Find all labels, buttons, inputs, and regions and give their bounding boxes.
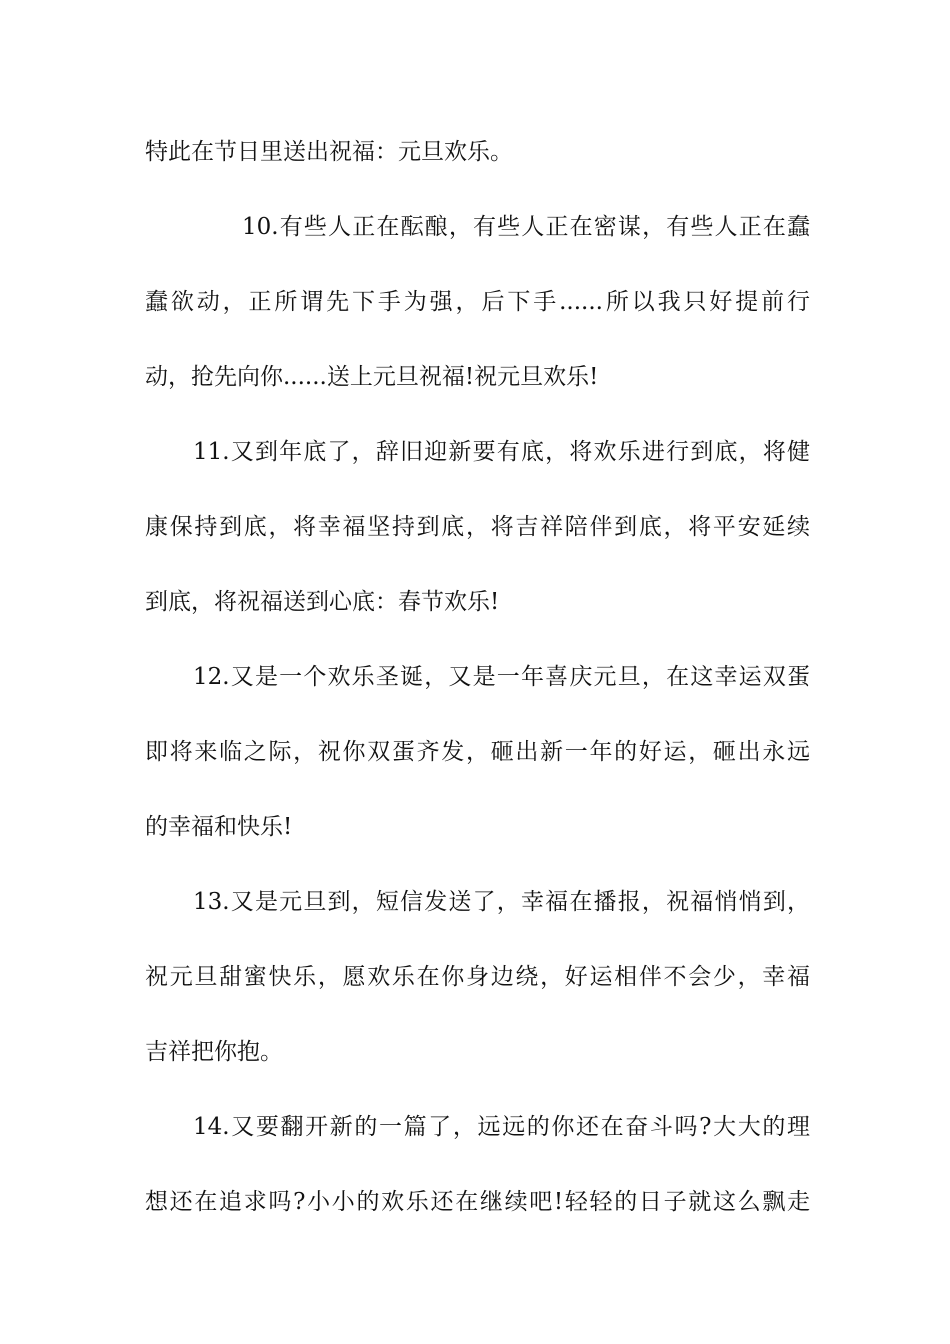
text-line: 康保持到底，将幸福坚持到底，将吉祥陪伴到底，将平安延续 (145, 514, 810, 540)
text-line: 的幸福和快乐! (145, 814, 293, 840)
text-line: 祝元旦甜蜜快乐，愿欢乐在你身边绕，好运相伴不会少，幸福 (145, 964, 810, 990)
paragraph-14-start: 14.又要翻开新的一篇了，远远的你还在奋斗吗?大大的理 (193, 1114, 810, 1140)
text-line: 即将来临之际，祝你双蛋齐发，砸出新一年的好运，砸出永远 (145, 739, 810, 765)
paragraph-10-start: 10.有些人正在酝酿，有些人正在密谋，有些人正在蠢 (242, 214, 810, 240)
text-line: 吉祥把你抱。 (145, 1039, 283, 1065)
paragraph-11-start: 11.又到年底了，辞旧迎新要有底，将欢乐进行到底，将健 (193, 439, 810, 465)
text-line: 到底，将祝福送到心底：春节欢乐! (145, 589, 500, 615)
paragraph-13-start: 13.又是元旦到，短信发送了，幸福在播报，祝福悄悄到， (193, 889, 810, 915)
text-line: 动，抢先向你......送上元旦祝福!祝元旦欢乐! (145, 364, 599, 390)
paragraph-12-start: 12.又是一个欢乐圣诞，又是一年喜庆元旦，在这幸运双蛋 (193, 664, 810, 690)
text-line: 蠢欲动，正所谓先下手为强，后下手......所以我只好提前行 (145, 289, 810, 315)
text-line: 想还在追求吗?小小的欢乐还在继续吧!轻轻的日子就这么飘走 (145, 1189, 810, 1215)
text-line: 特此在节日里送出祝福：元旦欢乐。 (145, 139, 513, 165)
